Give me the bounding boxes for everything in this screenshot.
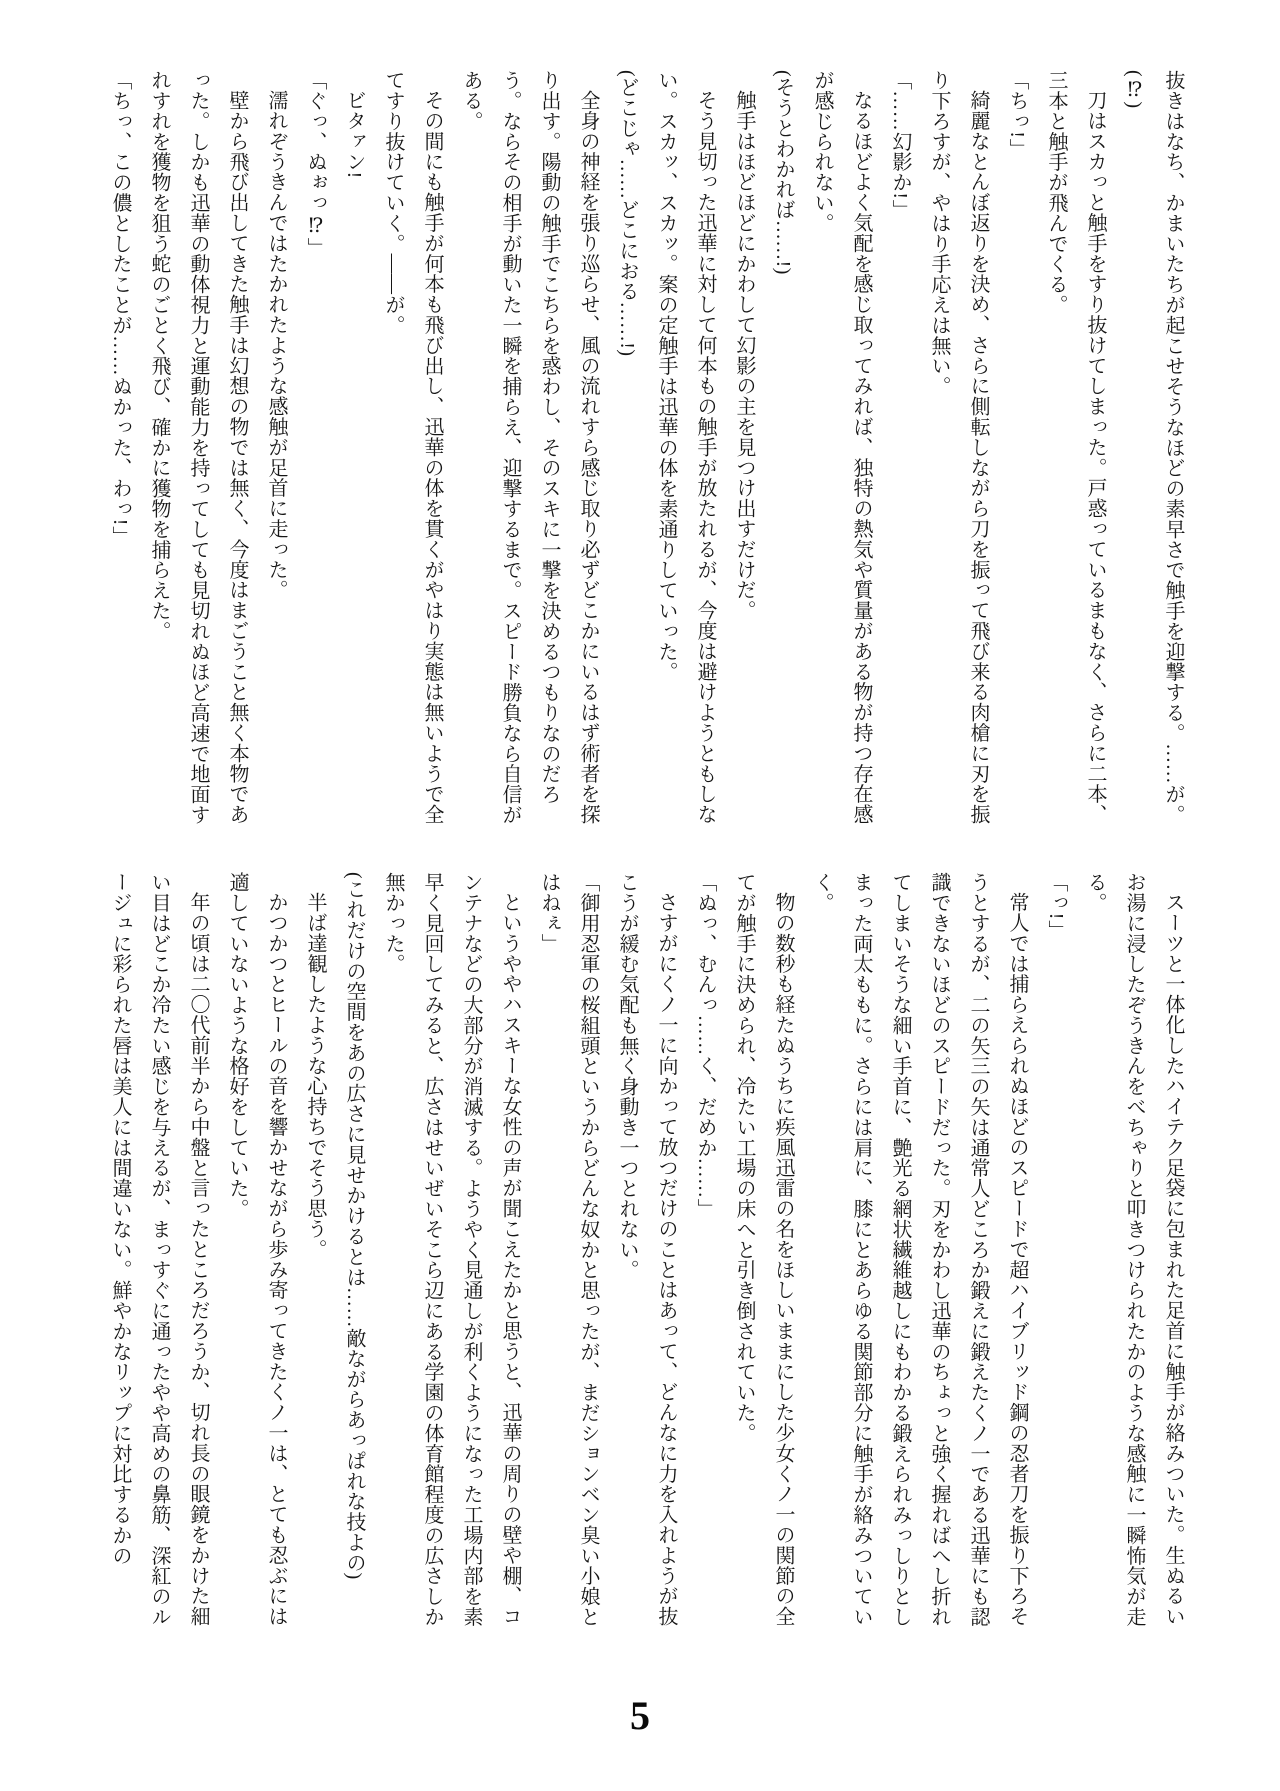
paragraph: 半ば達観したような心持ちでそう思う。 xyxy=(304,892,326,1260)
paragraph: (そうとわかれば……!) xyxy=(772,70,794,275)
paragraph: (⁉) xyxy=(1123,70,1145,109)
paragraph: 物の数秒も経たぬうちに疾風迅雷の名をほしいままにした少女くノ一の関節の全てが触手に決められ、冷たい工場の床へと引き倒されていた。 xyxy=(733,872,794,1627)
paragraph: その間にも触手が何本も飛び出し、迅華の体を貫くがやはり実態は無いようで全てすり抜けていく。――が。 xyxy=(382,70,443,825)
paragraph: なるほどよく気配を感じ取ってみれば、独特の熱気や質量がある物が持つ存在感が感じられない。 xyxy=(811,70,872,825)
paragraph: スーツと一体化したハイテク足袋に包まれた足首に触手が絡みついた。生ぬるいお湯に浸したぞうきんをべちゃりと叩きつけられたかのような感触に一瞬怖気が走る。 xyxy=(1084,872,1184,1627)
paragraph: さすがにくノ一に向かって放つだけのことはあって、どんなに力を入れようが抜こうが緩む気配も無く身動き一つとれない。 xyxy=(616,872,677,1627)
paragraph: 年の頃は二〇代前半から中盤と言ったところだろうか、切れ長の眼鏡をかけた細い目はどこか冷たい感じを与えるが、まっすぐに通ったやや高めの鼻筋、深紅のルージュに彩られた唇は美人には間違いない。鮮やかなリップに対比するかの xyxy=(109,872,209,1627)
paragraph: 「御用忍軍の桜組頭というからどんな奴かと思ったが、まだションベン臭い小娘とはねぇ」 xyxy=(538,872,599,1627)
paragraph: 抜きはなち、かまいたちが起こせそうなほどの素早さで触手を迎撃する。……が。 xyxy=(1162,70,1184,825)
paragraph: (どこじゃ……どこにおる……!) xyxy=(616,70,638,357)
paragraph: 常人では捕らえられぬほどのスピードで超ハイブリッド鋼の忍者刀を振り下ろそうとするが、二の矢三の矢は通常人どころか鍛えに鍛えたくノ一である迅華にも認識できないほどのスピードだった。刃をかわし迅華のちょっと強く握ればへし折れてしまいそうな細い手首に、艶光る網状繊維越しにもわかる鍛えられみっしりとしまった両太ももに。さらには肩に、膝にとあらゆる関節部分に触手が絡みついていく。 xyxy=(811,872,1028,1627)
paragraph: (これだけの空間をあの広さに見せかけるとは……敵ながらあっぱれな技よの) xyxy=(343,872,365,1580)
page-number: 5 xyxy=(630,1693,650,1738)
paragraph: 壁から飛び出してきた触手は幻想の物では無く、今度はまごうこと無く本物であった。しかも迅華の動体視力と運動能力を持ってしても見切れぬほど高速で地面すれすれを獲物を狙う蛇のごとく飛び、確かに獲物を捕らえた。 xyxy=(148,70,248,825)
paragraph: 全身の神経を張り巡らせ、風の流れすら感じ取り必ずどこかにいるはず術者を探り出す。陽動の触手でこちらを惑わし、そのスキに一撃を決めるつもりなのだろう。ならその相手が動いた一瞬を捕らえ、迎撃するまで。スピード勝負なら自信がある。 xyxy=(460,70,599,825)
paragraph: そう見切った迅華に対して何本もの触手が放たれるが、今度は避けようともしない。スカッ、スカッ。案の定触手は迅華の体を素通りしていった。 xyxy=(655,70,716,825)
paragraph: 「ぐっ、ぬぉっ⁉」 xyxy=(304,70,326,258)
paragraph: 触手はほどほどにかわして幻影の主を見つけ出すだけだ。 xyxy=(733,90,755,621)
paragraph: 「ちっ、この儂としたことが……ぬかった、わっ!」 xyxy=(109,70,131,547)
text-block-top xyxy=(82,70,1192,828)
text-block-bottom xyxy=(82,872,1192,1630)
paragraph: 「……幻影か!」 xyxy=(889,70,911,220)
paragraph: 「ちっ!」 xyxy=(1006,70,1028,159)
paragraph: ビタァン! xyxy=(343,90,365,179)
paragraph: 「ぬっ、むんっ……く、だめか……」 xyxy=(694,872,716,1219)
paragraph: かつかつとヒールの音を響かせながら歩み寄ってきたくノ一は、とても忍ぶには適していないような格好をしていた。 xyxy=(226,872,287,1627)
paragraph: 「っ!」 xyxy=(1045,872,1067,941)
paragraph: 綺麗なとんぼ返りを決め、さらに側転しながら刀を振って飛び来る肉槍に刃を振り下ろすが、やはり手応えは無い。 xyxy=(928,70,989,825)
paragraph: 刀はスカっと触手をすり抜けてしまった。戸惑っているまもなく、さらに二本、三本と触手が飛んでくる。 xyxy=(1045,70,1106,825)
paragraph: 濡れぞうきんではたかれたような感触が足首に走った。 xyxy=(265,90,287,600)
paragraph: というややハスキーな女性の声が聞こえたかと思うと、迅華の周りの壁や棚、コンテナなどの大部分が消滅する。ようやく見通しが利くようになった工場内部を素早く見回してみると、広さはせいぜいそこら辺にある学園の体育館程度の広さしか無かった。 xyxy=(382,872,521,1627)
